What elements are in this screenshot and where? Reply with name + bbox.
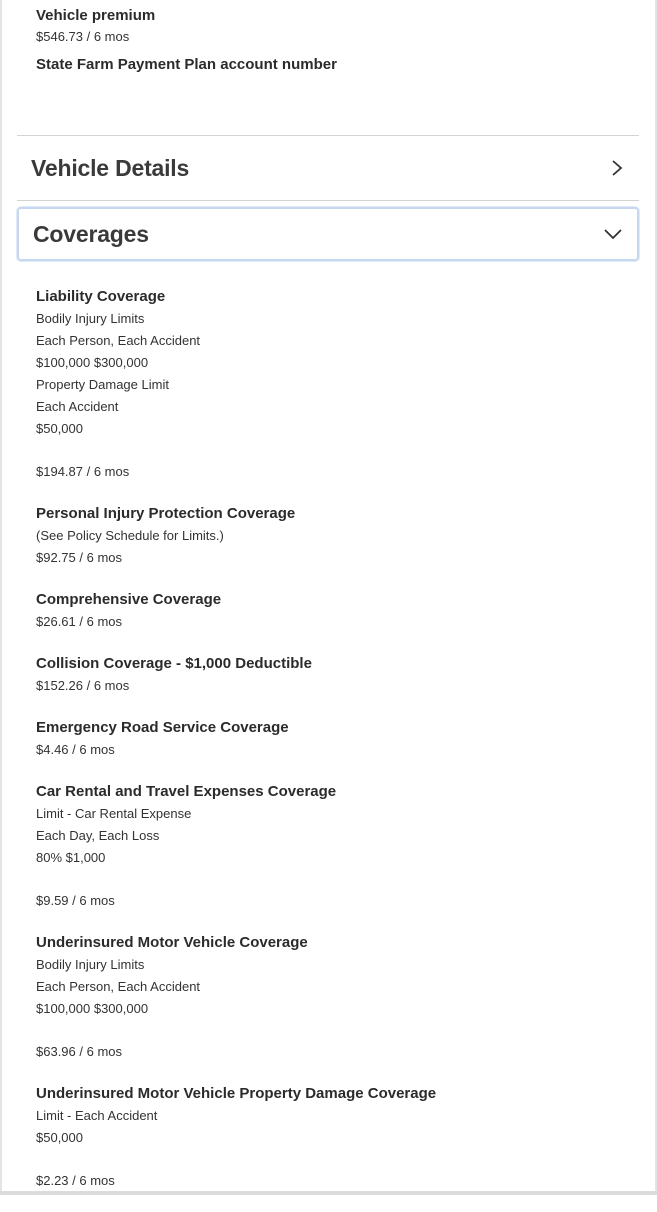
coverages-list	[36, 286, 636, 1212]
coverage-pip	[36, 503, 636, 569]
coverage-car-rental	[36, 781, 636, 912]
coverage-premium: $194.87 / 6 mos	[36, 464, 130, 479]
vehicle-premium-label: Vehicle premium	[36, 7, 156, 24]
coverage-detail: $100,000 $300,000	[36, 355, 149, 370]
chevron-right-icon	[607, 159, 625, 177]
coverage-title: Personal Injury Protection Coverage	[36, 505, 296, 522]
coverage-detail: Limit - Each Accident	[36, 1108, 158, 1123]
coverage-title: Liability Coverage	[36, 288, 166, 305]
coverage-underinsured-property-damage	[36, 1083, 636, 1192]
vehicle-premium-value: $546.73 / 6 mos	[36, 29, 130, 44]
coverage-detail: Each Day, Each Loss	[36, 828, 160, 843]
coverage-detail: Bodily Injury Limits	[36, 957, 145, 972]
coverages-title: Coverages	[33, 220, 149, 247]
coverage-detail: Each Accident	[36, 399, 119, 414]
coverage-detail: 80% $1,000	[36, 850, 106, 865]
coverage-title: Collision Coverage - $1,000 Deductible	[36, 655, 312, 672]
coverage-collision	[36, 653, 636, 697]
coverage-premium: $92.75 / 6 mos	[36, 550, 122, 565]
payment-plan-label: State Farm Payment Plan account number	[36, 56, 337, 73]
divider	[17, 200, 639, 201]
coverage-detail: $100,000 $300,000	[36, 1001, 149, 1016]
coverage-title: Comprehensive Coverage	[36, 591, 222, 608]
chevron-down-icon	[603, 227, 623, 241]
vehicle-details-title: Vehicle Details	[31, 154, 190, 181]
coverages-accordion[interactable]	[17, 207, 639, 261]
coverage-title: Emergency Road Service Coverage	[36, 719, 289, 736]
coverage-premium: $63.96 / 6 mos	[36, 1044, 122, 1059]
coverage-detail: Bodily Injury Limits	[36, 311, 145, 326]
coverage-premium: $9.59 / 6 mos	[36, 893, 115, 908]
coverage-premium: $152.26 / 6 mos	[36, 678, 130, 693]
coverage-detail: Limit - Car Rental Expense	[36, 806, 192, 821]
coverage-underinsured	[36, 932, 636, 1063]
coverage-detail: $50,000	[36, 421, 83, 436]
coverage-title: Underinsured Motor Vehicle Coverage	[36, 934, 308, 951]
coverage-premium: $2.23 / 6 mos	[36, 1173, 115, 1188]
vehicle-details-accordion[interactable]	[17, 136, 639, 200]
coverage-detail: (See Policy Schedule for Limits.)	[36, 528, 224, 543]
coverage-title: Underinsured Motor Vehicle Property Damage Coverage	[36, 1085, 437, 1102]
coverage-detail: $50,000	[36, 1130, 83, 1145]
coverage-detail: Property Damage Limit	[36, 377, 169, 392]
coverage-liability	[36, 286, 636, 483]
vehicle-summary	[36, 6, 337, 75]
scroll-edge	[0, 1191, 657, 1195]
coverage-comprehensive	[36, 589, 636, 633]
coverage-title: Car Rental and Travel Expenses Coverage	[36, 783, 337, 800]
coverage-detail: Each Person, Each Accident	[36, 333, 201, 348]
coverage-detail: Each Person, Each Accident	[36, 979, 201, 994]
coverage-premium: $4.46 / 6 mos	[36, 742, 115, 757]
coverage-premium: $26.61 / 6 mos	[36, 614, 122, 629]
coverage-emergency-road-service	[36, 717, 636, 761]
